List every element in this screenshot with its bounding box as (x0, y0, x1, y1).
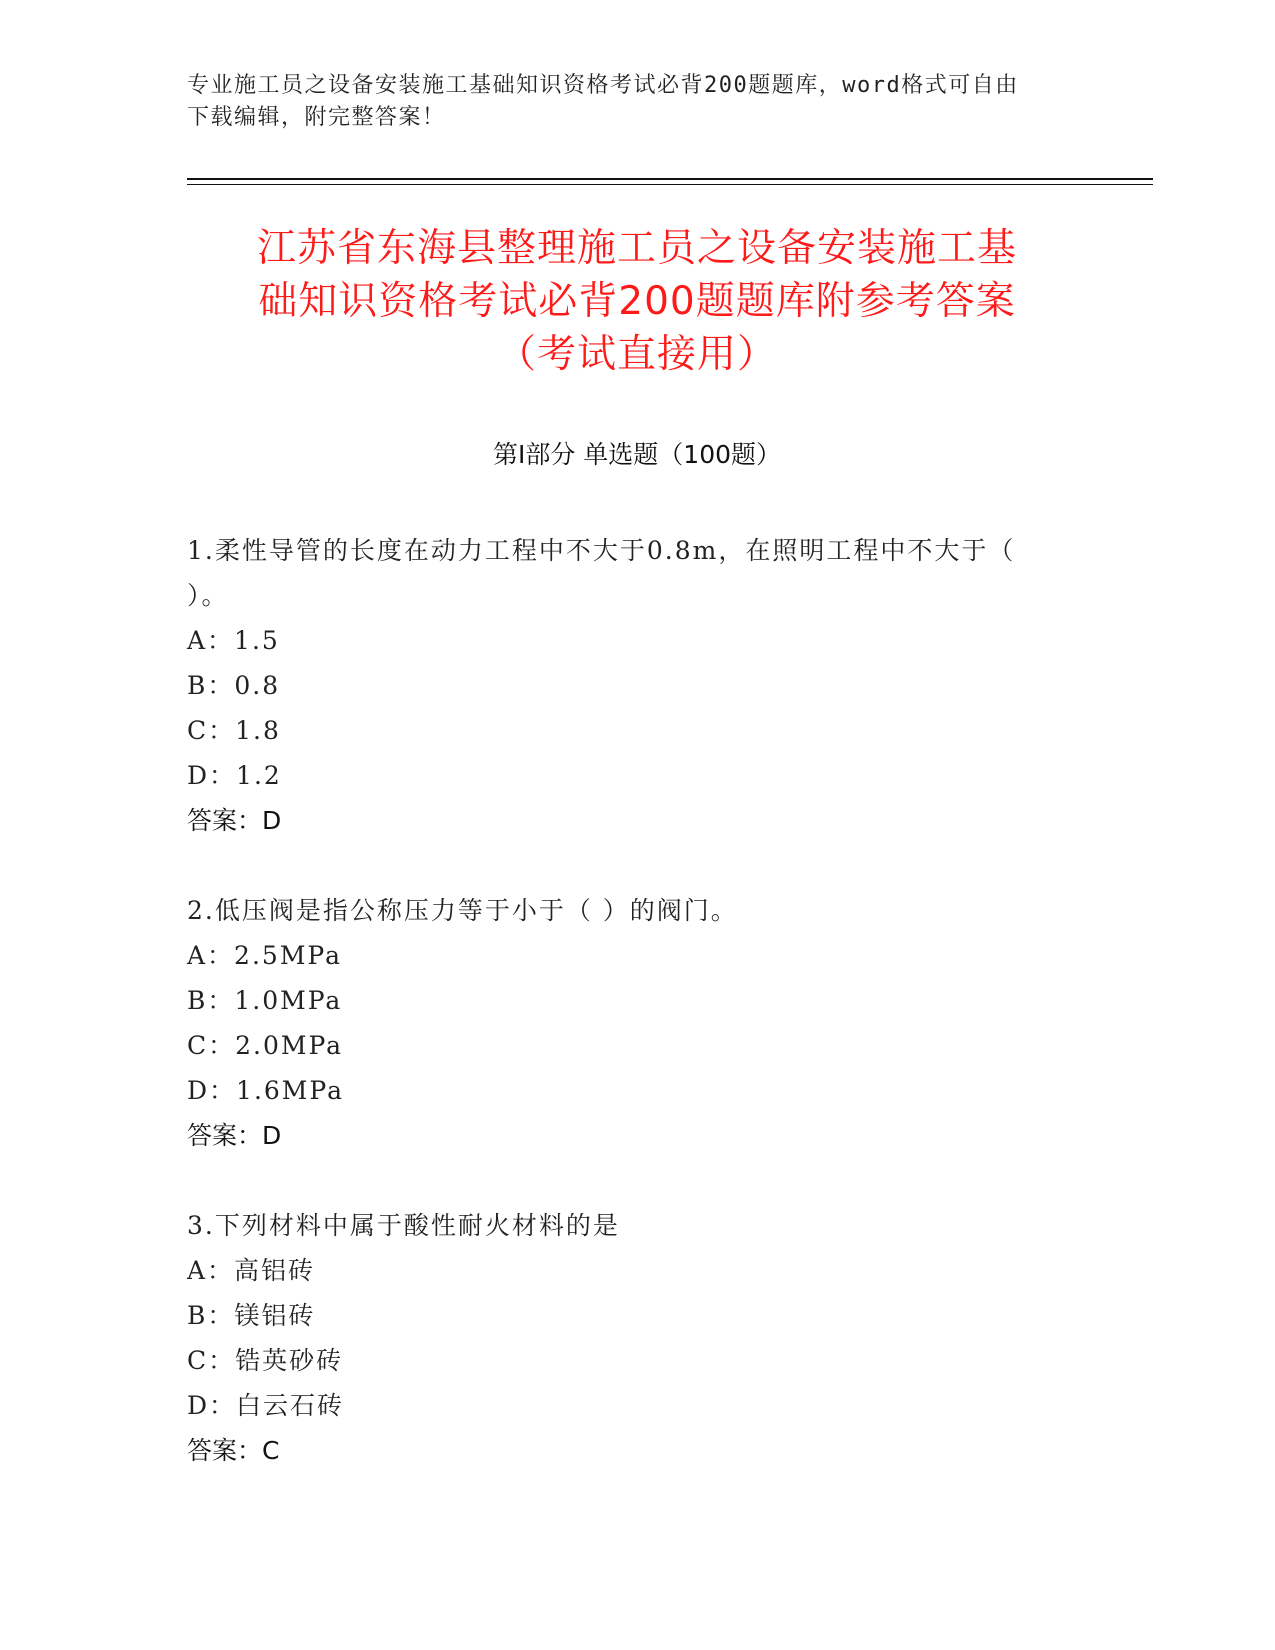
option-c: C：2.0MPa (187, 1031, 344, 1060)
option-a: A：高铝砖 (187, 1256, 316, 1285)
option-a: A：1.5 (187, 626, 280, 655)
question-stem-line-1: 2.低压阀是指公称压力等于小于（ ）的阀门。 (187, 896, 738, 925)
option-d: D：1.2 (187, 761, 282, 790)
title-line-2: 础知识资格考试必背200题题库附参考答案 (258, 279, 1016, 324)
header-note-line-2: 下载编辑，附完整答案！ (187, 105, 446, 130)
option-c: C：1.8 (187, 716, 281, 745)
header-divider-thin (187, 184, 1153, 185)
question-stem-line-1: 3.下列材料中属于酸性耐火材料的是 (187, 1211, 620, 1240)
question-2 (187, 888, 1087, 1158)
option-d: D：1.6MPa (187, 1076, 345, 1105)
answer: 答案：D (187, 806, 282, 835)
answer: 答案：D (187, 1121, 282, 1150)
header-note (187, 70, 1067, 134)
header-note-line-1: 专业施工员之设备安装施工基础知识资格考试必背200题题库，word格式可自由 (187, 73, 1019, 98)
question-list (187, 528, 1087, 1518)
option-b: B：1.0MPa (187, 986, 343, 1015)
option-b: B：0.8 (187, 671, 281, 700)
option-c: C：锆英砂砖 (187, 1346, 344, 1375)
answer: 答案：C (187, 1436, 280, 1465)
section-heading: 第Ⅰ部分 单选题（100题） (492, 440, 782, 469)
title-line-3: （考试直接用） (496, 332, 777, 377)
option-d: D：白云石砖 (187, 1391, 345, 1420)
option-b: B：镁铝砖 (187, 1301, 316, 1330)
header-divider-thick (187, 178, 1153, 180)
question-stem-line-2: ）。 (187, 581, 229, 610)
question-1 (187, 528, 1087, 843)
option-a: A：2.5MPa (187, 941, 343, 970)
document-title (187, 222, 1087, 381)
question-3 (187, 1203, 1087, 1473)
title-line-1: 江苏省东海县整理施工员之设备安装施工基 (256, 226, 1017, 271)
question-stem-line-1: 1.柔性导管的长度在动力工程中不大于0.8m，在照明工程中不大于（ (187, 536, 1016, 565)
